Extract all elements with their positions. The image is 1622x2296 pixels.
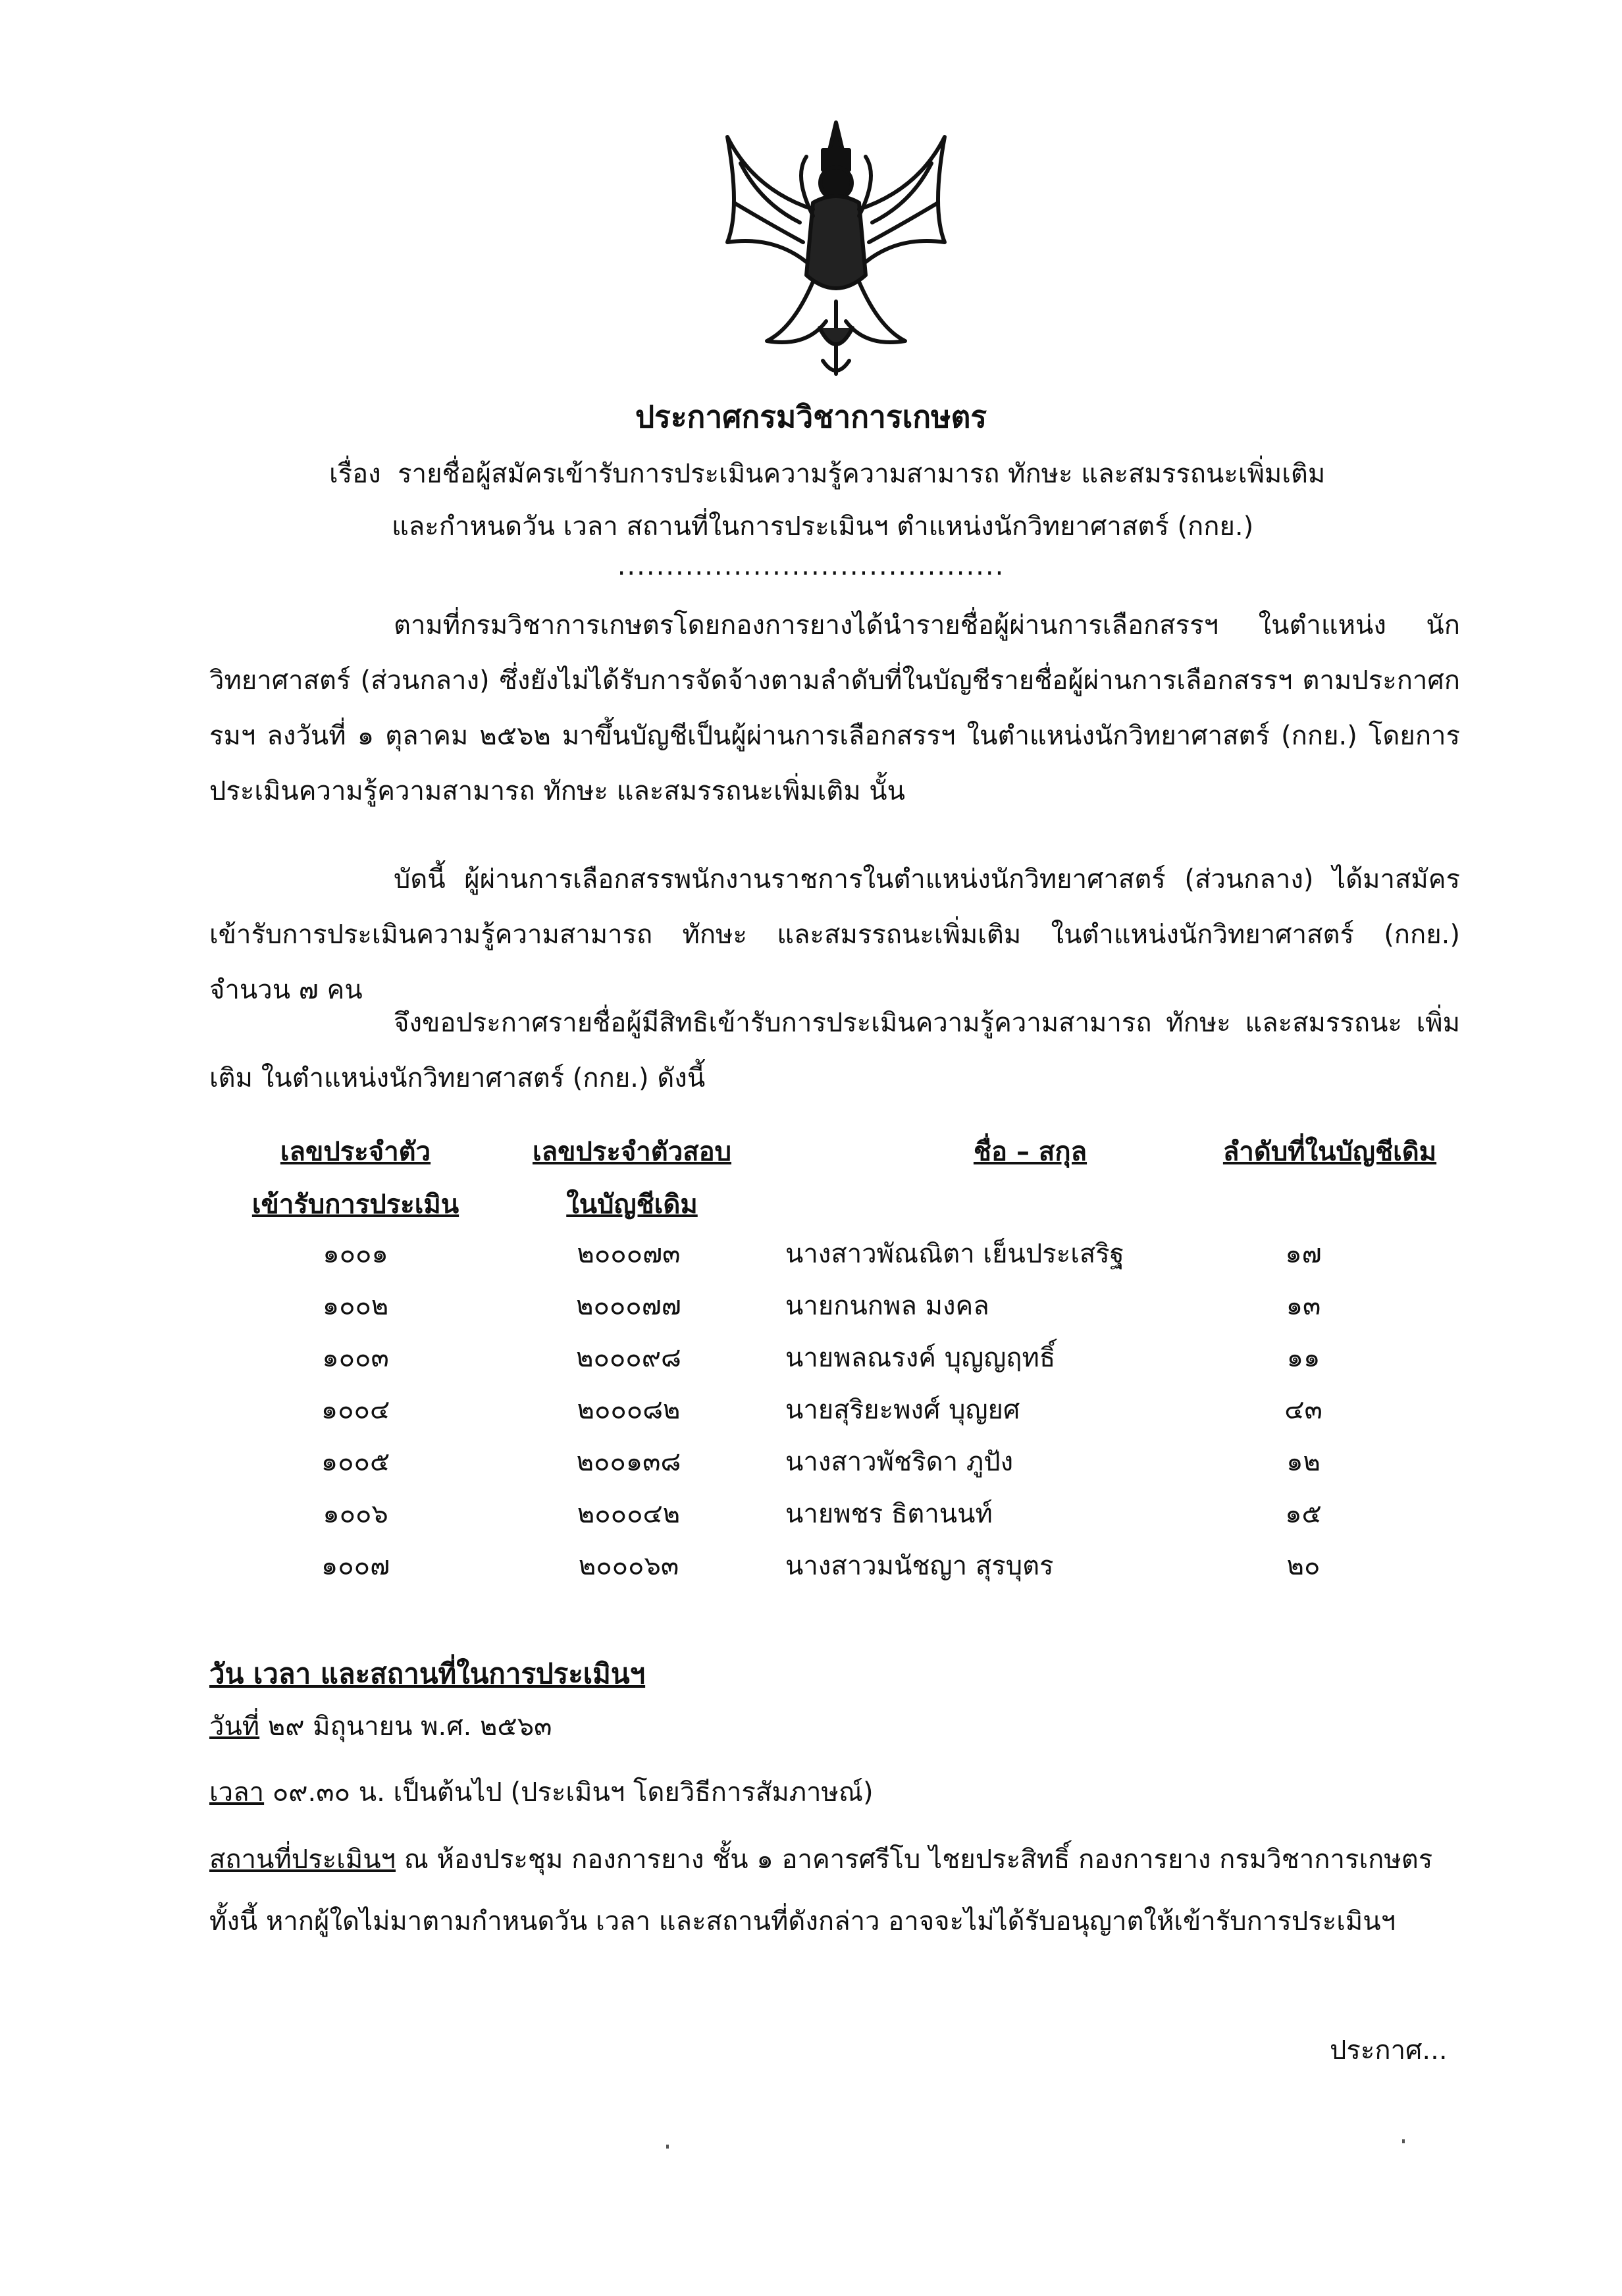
paragraph-1-text: ตามที่กรมวิชาการเกษตรโดยกองการยางได้นำรายชื่อผู้ผ่านการเลือกสรรฯ ในตำแหน่ง นักวิทยาศาสตร์ (ส่วนกลาง) ซึ่งยังไม่ได้รับการจัดจ้างตามลำดับที่ในบัญชีรายชื่อผู้ผ่านการเลือกสรรฯ ตามประกาศกรมฯ ลงวันที่ ๑ ตุลาคม ๒๕๖๒ มาขึ้นบัญชีเป็นผู้ผ่านการเลือกสรรฯ ในตำแหน่งนักวิทยาศาสตร์ (กกย.) โดยการประเมินความรู้ความสามารถ ทักษะ และสมรรถนะเพิ่มเติม นั้น [209,610,1460,806]
scan-speck [1402,2139,1405,2143]
schedule-heading: วัน เวลา และสถานที่ในการประเมินฯ [209,1657,646,1690]
schedule-note: ทั้งนี้ หากผู้ใดไม่มาตามกำหนดวัน เวลา และสถานที่ดังกล่าว อาจจะไม่ได้รับอนุญาตให้เข้ารับการประเมินฯ [209,1906,1396,1937]
candidate-name: นายกนกพล มงคล [785,1291,989,1321]
assessment-id: ๑๐๐๓ [322,1343,389,1373]
schedule-place [209,1837,1460,1883]
paragraph-2-text: บัดนี้ ผู้ผ่านการเลือกสรรพนักงานราชการในตำแหน่งนักวิทยาศาสตร์ (ส่วนกลาง) ได้มาสมัคร เข้ารับการประเมินความรู้ความสามารถ ทักษะ และสมรรถนะเพิ่มเติม ในตำแหน่งนักวิทยาศาสตร์ (กกย.) จำนวน ๗ คน [209,864,1460,1005]
table-row [0,1280,1622,1332]
exam-id: ๒๐๐๐๗๓ [577,1239,681,1269]
time-value: ๐๙.๓๐ น. เป็นต้นไป (ประเมินฯ โดยวิธีการสัมภาษณ์) [264,1777,874,1808]
original-rank: ๑๓ [1286,1291,1321,1321]
candidate-name: นายพชร ธิตานนท์ [785,1499,993,1529]
exam-id: ๒๐๐๐๙๘ [576,1343,681,1373]
table-row [0,1488,1622,1540]
exam-id: ๒๐๐๐๘๒ [577,1395,681,1425]
header-assessment-id-line-2: เข้ารับการประเมิน [251,1189,459,1220]
assessment-id: ๑๐๐๑ [323,1239,388,1269]
candidate-name: นางสาวมนัชญา สุรบุตร [785,1551,1054,1581]
original-rank: ๑๑ [1286,1343,1321,1373]
candidate-name: นายพลณรงค์ บุญญฤทธิ์ [785,1343,1056,1373]
separator-dots: ........................................ [617,551,1005,581]
header-assessment-id-line-1: เลขประจำตัว [280,1137,431,1167]
candidate-name: นางสาวพัณณิตา เย็นประเสริฐ [785,1239,1124,1269]
garuda-emblem-icon [714,111,958,387]
assessment-id: ๑๐๐๖ [323,1499,388,1529]
candidate-name: นายสุริยะพงศ์ บุญยศ [785,1395,1020,1425]
header-assessment-id [237,1126,474,1231]
header-exam-id-line-1: เลขประจำตัวสอบ [532,1137,732,1167]
assessment-id: ๑๐๐๕ [321,1447,390,1477]
date-value: ๒๙ มิถุนายน พ.ศ. ๒๕๖๓ [259,1711,552,1742]
assessment-id: ๑๐๐๒ [322,1291,389,1321]
table-row [0,1384,1622,1436]
original-rank: ๔๓ [1284,1395,1322,1425]
table-row [0,1540,1622,1592]
subject-label: เรื่อง [329,459,381,489]
paragraph-1 [209,598,1460,819]
paragraph-2 [209,852,1460,1018]
place-value: ณ ห้องประชุม กองการยาง ชั้น ๑ อาคารศรีโบ ไชยประสิทธิ์ กองการยาง กรมวิชาการเกษตร [396,1844,1433,1875]
original-rank: ๒๐ [1286,1551,1321,1581]
exam-id: ๒๐๐๐๔๒ [577,1499,681,1529]
original-rank: ๑๒ [1286,1447,1321,1477]
exam-id: ๒๐๐๐๗๗ [576,1291,681,1321]
exam-id: ๒๐๐๑๓๘ [576,1447,681,1477]
paragraph-3 [209,995,1460,1106]
candidate-table [0,1228,1622,1592]
paragraph-3-text: จึงขอประกาศรายชื่อผู้มีสิทธิเข้ารับการประเมินความรู้ความสามารถ ทักษะ และสมรรถนะ เพิ่มเติม ในตำแหน่งนักวิทยาศาสตร์ (กกย.) ดังนี้ [209,1008,1461,1093]
header-exam-id-line-2: ในบัญชีเดิม [566,1189,698,1220]
original-rank: ๑๕ [1285,1499,1322,1529]
schedule-time [209,1769,1460,1815]
exam-id: ๒๐๐๐๖๓ [578,1551,679,1581]
subject-line-2: และกำหนดวัน เวลา สถานที่ในการประเมินฯ ตำแหน่งนักวิทยาศาสตร์ (กกย.) [392,511,1254,542]
header-exam-id [500,1126,764,1231]
header-rank: ลำดับที่ในบัญชีเดิม [1222,1137,1437,1167]
table-row [0,1228,1622,1280]
subject-block [329,448,1580,553]
time-label: เวลา [209,1777,265,1808]
table-row [0,1332,1622,1384]
date-label: วันที่ [209,1711,260,1742]
place-label: สถานที่ประเมินฯ [209,1844,396,1875]
subject-line-1 [329,448,1580,500]
candidate-name: นางสาวพัชริดา ภูปัง [785,1447,1014,1477]
header-name: ชื่อ – สกุล [973,1137,1087,1167]
document-title: ประกาศกรมวิชาการเกษตร [635,399,987,434]
scan-speck [666,2145,669,2149]
schedule-date [209,1704,1460,1750]
continuation-text: ประกาศ... [1330,2035,1448,2066]
table-row [0,1436,1622,1488]
assessment-id: ๑๐๐๔ [321,1395,390,1425]
assessment-id: ๑๐๐๗ [321,1551,390,1581]
original-rank: ๑๗ [1285,1239,1322,1269]
subject-text-1: รายชื่อผู้สมัครเข้ารับการประเมินความรู้ความสามารถ ทักษะ และสมรรถนะเพิ่มเติม [398,459,1326,489]
